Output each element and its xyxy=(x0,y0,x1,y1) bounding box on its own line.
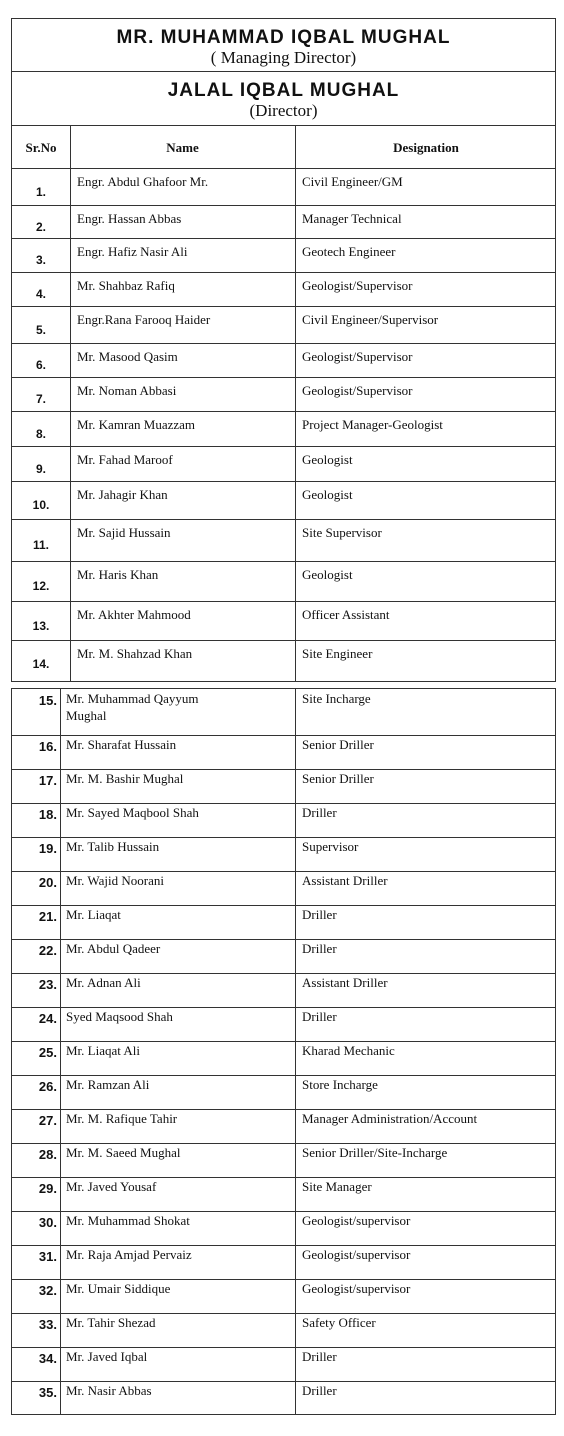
column-header-sr: Sr.No xyxy=(25,140,57,155)
designation-cell: Driller xyxy=(302,1383,337,1398)
row-divider xyxy=(12,1211,555,1212)
designation-cell: Geologist/Supervisor xyxy=(302,278,413,293)
row-divider xyxy=(12,306,555,307)
row-divider xyxy=(12,1313,555,1314)
row-divider xyxy=(12,1279,555,1280)
name-cell: Mr. Nasir Abbas xyxy=(66,1383,152,1398)
director-title: (Director) xyxy=(249,101,318,120)
name-cell: Mr. Wajid Noorani xyxy=(66,873,165,888)
column-divider xyxy=(60,689,61,1414)
sr-cell: 26. xyxy=(38,1079,57,1094)
designation-cell: Geologist/supervisor xyxy=(302,1281,411,1296)
row-divider xyxy=(12,640,555,641)
designation-cell: Assistant Driller xyxy=(302,975,388,990)
designation-cell: Kharad Mechanic xyxy=(302,1043,395,1058)
name-cell: Engr. Abdul Ghafoor Mr. xyxy=(77,174,209,189)
designation-cell: Senior Driller/Site-Incharge xyxy=(302,1145,448,1160)
sr-cell: 9. xyxy=(35,462,46,476)
column-divider xyxy=(295,126,296,681)
name-cell: Mr. M. Bashir Mughal xyxy=(66,771,184,786)
sr-cell: 25. xyxy=(38,1045,57,1060)
sr-cell: 17. xyxy=(38,773,57,788)
sr-cell: 5. xyxy=(35,323,46,337)
name-cell: Engr. Hassan Abbas xyxy=(77,211,182,226)
sr-cell: 1. xyxy=(35,185,46,199)
director-header xyxy=(12,72,555,126)
sr-cell: 3. xyxy=(35,253,46,267)
row-divider xyxy=(12,1109,555,1110)
row-divider xyxy=(12,1041,555,1042)
name-cell: Mr. Sajid Hussain xyxy=(77,525,171,540)
sr-cell: 35. xyxy=(38,1385,57,1400)
name-cell: Mr. Kamran Muazzam xyxy=(77,417,196,432)
name-cell: Engr. Hafiz Nasir Ali xyxy=(77,244,188,259)
managing-director-header xyxy=(12,19,555,72)
name-cell: Mr. Talib Hussain xyxy=(66,839,160,854)
designation-cell: Geologist/Supervisor xyxy=(302,383,413,398)
name-cell: Syed Maqsood Shah xyxy=(66,1009,173,1024)
sr-cell: 27. xyxy=(38,1113,57,1128)
row-divider xyxy=(12,343,555,344)
row-divider xyxy=(12,377,555,378)
sr-cell: 16. xyxy=(38,739,57,754)
row-divider xyxy=(12,519,555,520)
staff-table-top xyxy=(11,18,556,682)
designation-cell: Civil Engineer/GM xyxy=(302,174,403,189)
sr-cell: 24. xyxy=(38,1011,57,1026)
row-divider xyxy=(12,939,555,940)
name-cell: Mr. Javed Yousaf xyxy=(66,1179,157,1194)
sr-cell: 30. xyxy=(38,1215,57,1230)
designation-cell: Site Manager xyxy=(302,1179,372,1194)
sr-cell: 19. xyxy=(38,841,57,856)
sr-cell: 33. xyxy=(38,1317,57,1332)
name-cell: Mr. Adnan Ali xyxy=(66,975,141,990)
row-divider xyxy=(12,238,555,239)
name-cell: Mr. Muhammad Qayyum xyxy=(66,691,199,706)
row-divider xyxy=(12,272,555,273)
managing-director-title: ( Managing Director) xyxy=(210,48,357,67)
column-divider xyxy=(295,689,296,1414)
column-divider xyxy=(70,126,71,681)
designation-cell: Driller xyxy=(302,1349,337,1364)
designation-cell: Geotech Engineer xyxy=(302,244,396,259)
staff-table-bottom xyxy=(11,688,556,1415)
sr-cell: 11. xyxy=(32,538,50,552)
name-cell: Mr. Tahir Shezad xyxy=(66,1315,156,1330)
name-cell: Mr. Muhammad Shokat xyxy=(66,1213,190,1228)
sr-cell: 7. xyxy=(35,392,46,406)
sr-cell: 22. xyxy=(38,943,57,958)
sr-cell: 23. xyxy=(38,977,57,992)
designation-cell: Manager Technical xyxy=(302,211,402,226)
row-divider xyxy=(12,905,555,906)
sr-cell: 32. xyxy=(38,1283,57,1298)
name-cell: Mr. Liaqat Ali xyxy=(66,1043,141,1058)
name-cell: Mr. Noman Abbasi xyxy=(77,383,177,398)
designation-cell: Geologist/Supervisor xyxy=(302,349,413,364)
designation-cell: Geologist/supervisor xyxy=(302,1213,411,1228)
row-divider xyxy=(12,481,555,482)
name-cell: Engr.Rana Farooq Haider xyxy=(77,312,211,327)
row-divider xyxy=(12,1347,555,1348)
designation-cell: Driller xyxy=(302,1009,337,1024)
row-divider xyxy=(12,735,555,736)
sr-cell: 4. xyxy=(35,287,46,301)
designation-cell: Store Incharge xyxy=(302,1077,378,1092)
sr-cell: 12. xyxy=(32,579,50,593)
column-header-name: Name xyxy=(166,140,199,155)
sr-cell: 6. xyxy=(35,358,46,372)
sr-cell: 21. xyxy=(38,909,57,924)
designation-cell: Site Incharge xyxy=(302,691,371,706)
designation-cell: Civil Engineer/Supervisor xyxy=(302,312,439,327)
row-divider xyxy=(12,1075,555,1076)
designation-cell: Site Engineer xyxy=(302,646,373,661)
name-cell: Mr. Ramzan Ali xyxy=(66,1077,150,1092)
designation-cell: Assistant Driller xyxy=(302,873,388,888)
name-cell: Mr. Sayed Maqbool Shah xyxy=(66,805,199,820)
designation-cell: Geologist/supervisor xyxy=(302,1247,411,1262)
name-cell: Mr. Akhter Mahmood xyxy=(77,607,191,622)
sr-cell: 31. xyxy=(38,1249,57,1264)
designation-cell: Project Manager-Geologist xyxy=(302,417,443,432)
name-cell: Mr. Jahagir Khan xyxy=(77,487,168,502)
row-divider xyxy=(12,1245,555,1246)
designation-cell: Geologist xyxy=(302,452,353,467)
director-name: JALAL IQBAL MUGHAL xyxy=(167,80,400,101)
sr-cell: 28. xyxy=(38,1147,57,1162)
row-divider xyxy=(12,411,555,412)
sr-cell: 2. xyxy=(35,220,46,234)
name-cell: Mr. Umair Siddique xyxy=(66,1281,171,1296)
row-divider xyxy=(12,871,555,872)
row-divider xyxy=(12,561,555,562)
name-cell: Mr. Javed Iqbal xyxy=(66,1349,148,1364)
name-cell: Mr. Liaqat xyxy=(66,907,121,922)
row-divider xyxy=(12,1177,555,1178)
name-cell: Mr. Sharafat Hussain xyxy=(66,737,177,752)
designation-cell: Geologist xyxy=(302,567,353,582)
designation-cell: Officer Assistant xyxy=(302,607,390,622)
sr-cell: 29. xyxy=(38,1181,57,1196)
name-cell: Mr. Haris Khan xyxy=(77,567,159,582)
designation-cell: Manager Administration/Account xyxy=(302,1111,478,1126)
column-header-designation: Designation xyxy=(393,140,459,155)
designation-cell: Driller xyxy=(302,941,337,956)
sr-cell: 34. xyxy=(38,1351,57,1366)
row-divider xyxy=(12,973,555,974)
row-divider xyxy=(12,803,555,804)
sr-cell: 10. xyxy=(32,498,50,512)
row-divider xyxy=(12,601,555,602)
row-divider xyxy=(12,1381,555,1382)
designation-cell: Senior Driller xyxy=(302,737,374,752)
name-cell-continuation: Mughal xyxy=(66,708,107,723)
name-cell: Mr. Shahbaz Rafiq xyxy=(77,278,175,293)
name-cell: Mr. M. Rafique Tahir xyxy=(66,1111,178,1126)
name-cell: Mr. M. Saeed Mughal xyxy=(66,1145,181,1160)
designation-cell: Safety Officer xyxy=(302,1315,376,1330)
designation-cell: Senior Driller xyxy=(302,771,374,786)
sr-cell: 8. xyxy=(35,427,46,441)
sr-cell: 18. xyxy=(38,807,57,822)
sr-cell: 14. xyxy=(32,657,50,671)
designation-cell: Supervisor xyxy=(302,839,359,854)
sr-cell: 13. xyxy=(32,619,50,633)
row-divider xyxy=(12,1007,555,1008)
row-divider xyxy=(12,168,555,169)
name-cell: Mr. M. Shahzad Khan xyxy=(77,646,193,661)
row-divider xyxy=(12,446,555,447)
sr-cell: 15. xyxy=(38,693,57,708)
row-divider xyxy=(12,837,555,838)
row-divider xyxy=(12,205,555,206)
sr-cell: 20. xyxy=(38,875,57,890)
name-cell: Mr. Masood Qasim xyxy=(77,349,178,364)
designation-cell: Driller xyxy=(302,805,337,820)
designation-cell: Geologist xyxy=(302,487,353,502)
managing-director-name: MR. MUHAMMAD IQBAL MUGHAL xyxy=(116,27,451,48)
designation-cell: Site Supervisor xyxy=(302,525,382,540)
name-cell: Mr. Fahad Maroof xyxy=(77,452,173,467)
row-divider xyxy=(12,1143,555,1144)
name-cell: Mr. Raja Amjad Pervaiz xyxy=(66,1247,192,1262)
name-cell: Mr. Abdul Qadeer xyxy=(66,941,161,956)
row-divider xyxy=(12,769,555,770)
designation-cell: Driller xyxy=(302,907,337,922)
